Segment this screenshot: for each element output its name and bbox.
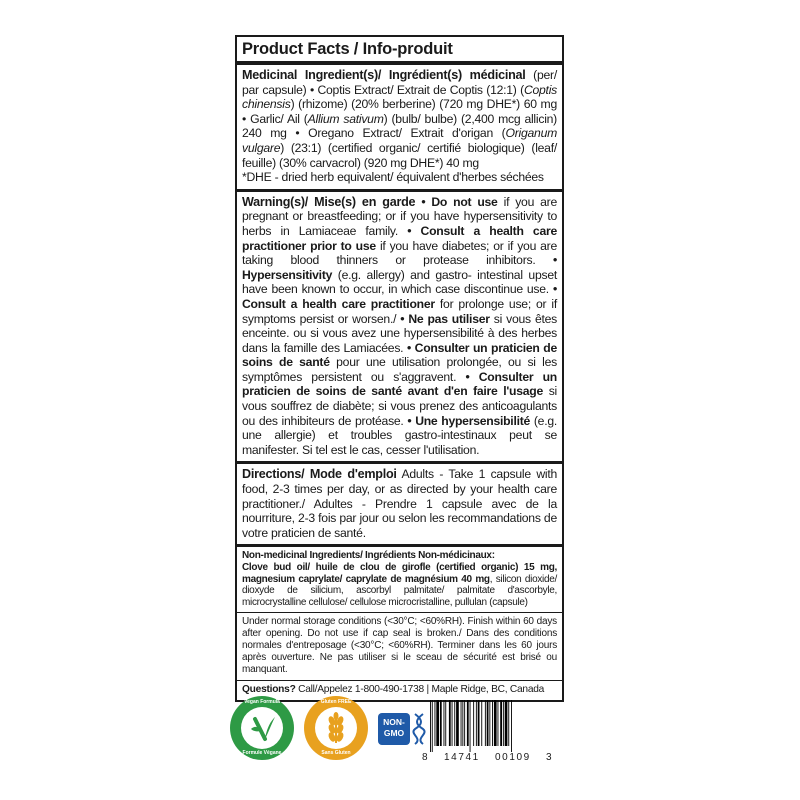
nonmedicinal-text: , silicon dioxide/ dioxyde de silicium, ascorbyl palmitate/ palmitate d'ascorbyle, microcrystalline cellulose/ cellulose microcristalline, pullulan (capsule) (242, 573, 557, 608)
barcode-bar (492, 700, 493, 746)
barcode-bar (478, 700, 480, 746)
vegan-bottom-text: Formule Végane (242, 750, 282, 756)
barcode-bar (500, 700, 502, 746)
barcode-digit-check: 3 (546, 752, 552, 763)
directions-heading: Directions/ Mode d'emploi (242, 467, 397, 482)
vegan-top-text: Vegan Formula (244, 699, 280, 705)
barcode-bar (476, 700, 477, 746)
barcode-bar (505, 700, 508, 746)
barcode-bar (445, 700, 446, 746)
gluten-bottom-text: Sans Gluten (321, 750, 351, 756)
barcode-digit-lead: 8 (422, 752, 428, 763)
non-gmo-label: NON- GMO (378, 713, 410, 745)
upc-barcode (422, 700, 552, 764)
barcode-bar (470, 700, 471, 752)
barcode-bar (503, 700, 504, 746)
warning-6: pour une utilisation prolongée, ou si les symptômes persistent ou s'aggravent. (242, 355, 557, 384)
barcode-bar (461, 700, 462, 746)
warning-1-bold: • Do not use (415, 194, 498, 209)
barcode-bars (430, 700, 544, 752)
barcode-bar (462, 700, 463, 746)
coptis-latin: Coptis chinensis (242, 82, 557, 112)
medicinal-text-3: ) (bulb/ bulbe) (2,400 mcg allicin) 240 mg • Oregano Extract/ Extrait d'origan ( (242, 111, 557, 141)
questions-heading: Questions? (242, 684, 296, 696)
barcode-bar (473, 700, 474, 746)
barcode-bar (508, 700, 509, 746)
medicinal-text-4: ) (23:1) (certified organic/ certifié biologique) (leaf/ feuille) (30% carvacrol) (920 mg DHE*) 40 mg (242, 140, 557, 170)
medicinal-heading: Medicinal Ingredient(s)/ Ingrédient(s) médicinal (242, 68, 526, 82)
barcode-bar (456, 700, 459, 746)
warning-2: if you have diabetes; or if you are taking blood thinners or protease inhibitors. (242, 238, 557, 268)
warning-4: for prolonge use; or if symptoms persist or worsen./ (242, 296, 557, 326)
questions-text: Call/Appelez 1-800-490-1738 | Maple Ridge, BC, Canada (295, 684, 545, 696)
non-gmo-badge (378, 710, 428, 748)
warning-1: if you are pregnant or breastfeeding; or if you have hypersensitivity to herbs in Lamiaceae family. (242, 194, 557, 238)
warnings-section (237, 192, 562, 465)
medicinal-text-2: ) (rhizome) (20% berberine) (720 mg DHE*) 60 mg • Garlic/ Ail ( (242, 97, 557, 126)
barcode-bar (485, 700, 486, 746)
warning-8: (e.g. une allergie) et troubles gastro-intestinaux peut se manifester. Si tel est le cas, cesser l'utilisation. (242, 413, 557, 457)
barcode-bar (452, 700, 453, 746)
barcode-bar (467, 700, 469, 746)
nonmedicinal-section (237, 547, 562, 613)
barcode-bar (511, 700, 512, 752)
directions-text: Adults - Take 1 capsule with food, 2-3 times per day, or as directed by your health care practitioner./ Adultes - Prendre 1 capsule avec de la nourriture, 2-3 fois par jour ou selon les recommandations de votre praticien de santé. (242, 467, 557, 540)
dhe-note: *DHE - dried herb equivalent/ équivalent d'herbes séchées (242, 170, 544, 185)
barcode-bar (498, 700, 499, 746)
warning-7-bold: • Consulter un praticien de soins de santé avant d'en faire l'usage (242, 369, 557, 399)
nonmedicinal-heading: Non-medicinal Ingredients/ Ingrédients Non-médicinaux: (242, 550, 495, 562)
oregano-latin: Origanum vulgare (242, 126, 557, 155)
barcode-bar (430, 700, 431, 752)
warning-4-bold: • Consult a health care practitioner (242, 282, 557, 311)
barcode-bar (440, 700, 442, 746)
vegan-badge (230, 696, 294, 760)
directions-section (237, 464, 562, 547)
storage-text: Under normal storage conditions (<30°C; <60%RH). Finish within 60 days after opening. Do not use if cap seal is broken./ Dans des conditions normales d'entreposage (<30°C; <60%RH). Terminer dans les 60 jours après ouverture. Ne pas utiliser si le sceau de sécurité est brisé ou manquant. (242, 616, 557, 675)
medicinal-ingredients-section (237, 65, 562, 192)
barcode-bar (436, 700, 439, 746)
barcode-bar (432, 700, 433, 752)
barcode-digits-left: 14741 (444, 752, 480, 763)
barcode-digits-right: 00109 (495, 752, 531, 763)
wheat-icon (315, 707, 357, 749)
warning-5: si vous êtes enceinte. ou si vous avez une hypersensibilité à des herbes dans la famille des Lamiacées. (242, 311, 557, 355)
warning-5-bold: • Ne pas utiliser (400, 311, 490, 326)
warning-2-bold: • Consult a health care practitioner prior to use (242, 223, 557, 253)
warning-3-bold: • Hypersensitivity (242, 253, 557, 282)
nonmedicinal-bold: Clove bud oil/ huile de clou de girofle (certified organic) 15 mg, magnesium caprylate/ caprylate de magnésium 40 mg (242, 562, 557, 585)
warning-3: (e.g. allergy) and gastro- intestinal upset have been known to occur, in which case discontinue use. (242, 267, 557, 297)
barcode-bar (487, 700, 489, 746)
warning-7: si vous souffrez de diabète; si vous prenez des anticoagulants ou des inhibiteurs de protéase. (242, 384, 557, 428)
barcode-bar (454, 700, 455, 746)
barcode-bar (494, 700, 497, 746)
barcode-bar (449, 700, 451, 746)
garlic-latin: Allium sativum (307, 111, 384, 126)
barcode-bar (464, 700, 465, 746)
warning-6-bold: • Consulter un praticien de soins de santé (242, 340, 557, 370)
barcode-bar (481, 700, 482, 746)
product-facts-panel (235, 35, 564, 702)
warning-8-bold: • Une hypersensibilité (407, 413, 531, 428)
medicinal-text-1: (per/ par capsule) • Coptis Extract/ Extrait de Coptis (12:1) ( (242, 68, 557, 97)
warnings-heading: Warning(s)/ Mise(s) en garde (242, 194, 416, 209)
barcode-bar (435, 700, 436, 746)
gluten-free-badge (304, 696, 368, 760)
barcode-bar (489, 700, 490, 746)
storage-section (237, 613, 562, 681)
barcode-bar (444, 700, 445, 746)
gluten-top-text: Gluten FREE (320, 699, 352, 705)
barcode-digits (422, 752, 552, 764)
vegan-leaf-icon (241, 707, 283, 749)
questions-section (237, 681, 562, 700)
panel-title: Product Facts / Info-produit (237, 37, 562, 65)
